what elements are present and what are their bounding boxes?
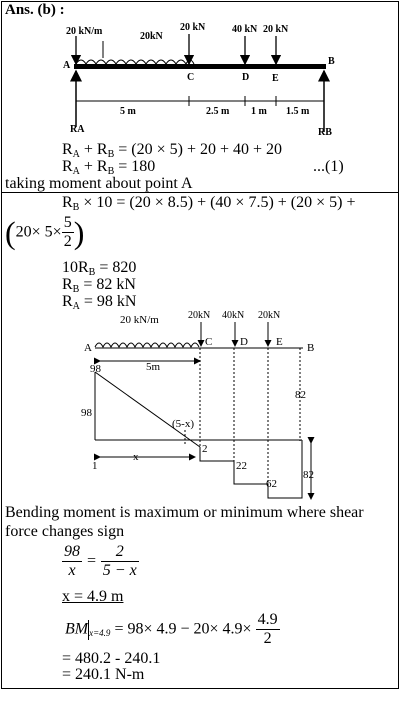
span-label-2: 5m [146, 361, 161, 373]
udl-label: 20 kN/m [66, 26, 103, 37]
point-b-2: B [307, 342, 315, 354]
load-e-label: 20 kN [263, 24, 289, 35]
result-line-1: = 480.2 - 240.1 [62, 650, 161, 667]
span-eb: 1.5 m [286, 106, 310, 117]
point-e-2: E [276, 336, 283, 348]
sf-value-22: 22 [236, 460, 247, 472]
sf-left-value: 98 [81, 407, 92, 419]
segment-label: (5-x) [172, 418, 194, 430]
sf-b-value: 82 [295, 389, 306, 401]
load-c-label-2: 20kN [188, 310, 211, 321]
answer-heading: Ans. (b) : [5, 2, 65, 18]
point-a: A [63, 60, 71, 71]
udl-curls [76, 60, 194, 64]
reaction-b-label: RB [318, 127, 332, 138]
point-a-2: A [84, 342, 92, 354]
span-ac: 5 m [120, 106, 136, 117]
result-line-2: = 240.1 N-m [62, 666, 145, 683]
sf-value-2: 2 [202, 443, 208, 455]
fraction-equation: $\frac{98}{x}$ = $\frac{2}{5 - x}$ [64, 543, 137, 579]
bm-equation: $BM_{x=4.9} = 98\times 4.9 - 20\times 4.9\times$ $\frac{4.9}{2}$ [65, 611, 278, 647]
point-d: D [242, 72, 250, 83]
point-c: C [187, 72, 195, 83]
origin-label: 1 [92, 460, 98, 472]
point-b: B [328, 56, 335, 67]
load-d-label: 40 kN [232, 24, 258, 35]
equation-sum-2: $R_A + R_B = 180$ [62, 158, 156, 177]
equation-moment: $R_B \times 10 = (20 \times 8.5) + (40 \times 7.5) + (20 \times 5)$ + [62, 194, 356, 213]
load-e-label-2: 20kN [258, 310, 281, 321]
point-d-2: D [240, 336, 248, 348]
beam [74, 64, 326, 69]
equation-sum-1: $R_A + R_B = (20 \times 5) + 20 + 40 + 20$ [62, 141, 283, 160]
equation-udl-moment: (20× 5× $\frac{5}{2}$ ) [5, 214, 85, 251]
load-d-label-2: 40kN [222, 310, 245, 321]
moment-text: taking moment about point A [5, 175, 193, 192]
beam-load-diagram [0, 14, 400, 139]
sf-value-62: 62 [266, 478, 277, 490]
span-de: 1 m [251, 106, 267, 117]
udl-curls-2 [95, 343, 199, 347]
sf-a-value: 98 [90, 363, 101, 375]
equation-rb: $R_B = 82$ kN [62, 276, 136, 295]
equation-tag: ...(1) [313, 158, 344, 175]
equation-ra: $R_A = 98$ kN [62, 293, 137, 312]
shear-force-diagram [0, 306, 400, 506]
bm-text-line-1: Bending moment is maximum or minimum where shear [5, 504, 364, 521]
reaction-a-label: RA [70, 124, 85, 135]
bm-text-line-2: force changes sign [5, 523, 125, 540]
udl-label-2: 20 kN/m [120, 314, 159, 326]
udl-total-label: 20kN [140, 31, 163, 42]
equation-10rb: $10R_B = 820$ [62, 259, 137, 278]
point-e: E [272, 73, 279, 84]
point-c-2: C [205, 336, 213, 348]
sf-b-right-value: 82 [303, 469, 314, 481]
load-c-label: 20 kN [180, 22, 206, 33]
x-result: x = 4.9 m [62, 588, 124, 605]
span-cd: 2.5 m [206, 106, 230, 117]
x-label: x [133, 451, 139, 463]
